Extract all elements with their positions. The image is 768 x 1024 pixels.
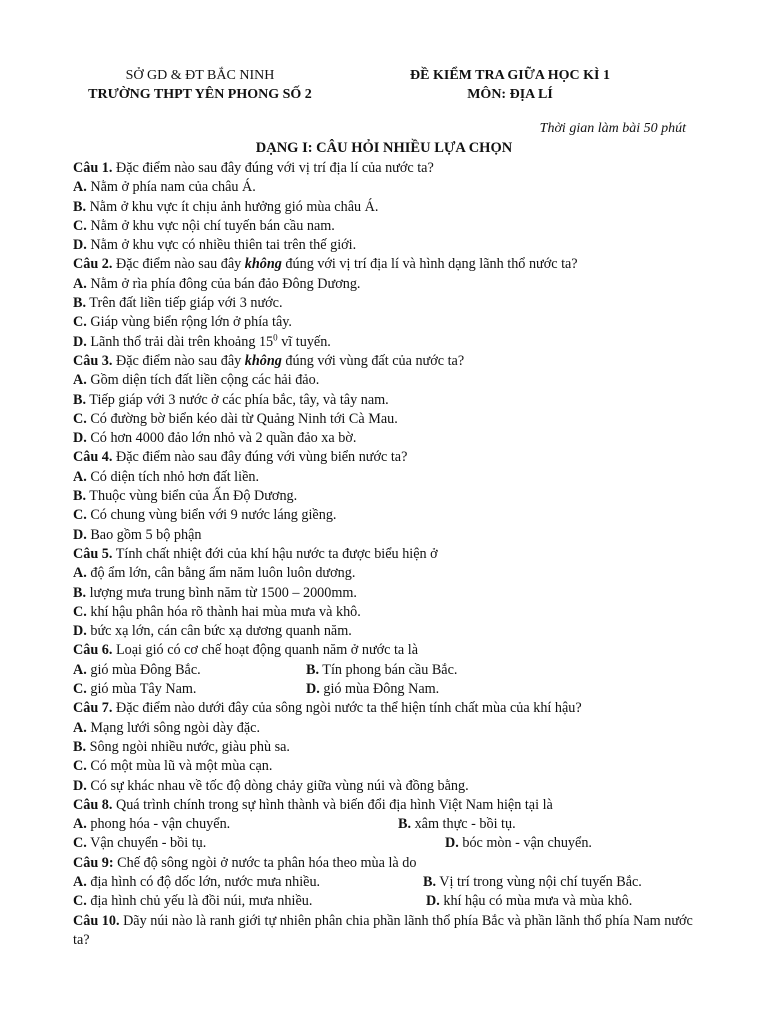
- question-8: [73, 796, 703, 815]
- option-letter: C.: [73, 410, 87, 427]
- option-a: [73, 564, 703, 583]
- option-text: Bao gồm 5 bộ phận: [86, 526, 202, 543]
- option-d: [426, 892, 632, 911]
- option-text: gió mùa Đông Nam.: [319, 681, 440, 698]
- question-text: Dãy núi nào là ranh giới tự nhiên phân chia phần lãnh thổ phía Bắc và phần lãnh thổ phía Nam nước ta?: [73, 912, 693, 948]
- option-letter: D.: [73, 623, 87, 640]
- option-b: [73, 738, 703, 757]
- question-text: Chế độ sông ngòi ở nước ta phân hóa theo mùa là do: [113, 854, 417, 871]
- option-text: bóc mòn - vận chuyển.: [458, 835, 592, 852]
- option-letter: C.: [73, 835, 87, 852]
- option-text: Nằm ở phía nam của châu Á.: [86, 179, 256, 196]
- option-letter: C.: [73, 507, 87, 524]
- option-text: Nằm ở rìa phía đông của bán đảo Đông Dương.: [86, 275, 361, 292]
- option-letter: D.: [73, 333, 87, 350]
- option-text: Thuộc vùng biển của Ấn Độ Dương.: [86, 488, 298, 505]
- option-letter: A.: [73, 565, 87, 582]
- option-row: [73, 680, 703, 699]
- option-letter: A.: [73, 468, 87, 485]
- option-text: phong hóa - vận chuyển.: [86, 816, 231, 833]
- option-row: [73, 661, 703, 680]
- question-4: [73, 448, 703, 467]
- option-letter: B.: [73, 738, 87, 755]
- option-letter: A.: [73, 372, 87, 389]
- option-text: xâm thực - bồi tụ.: [411, 816, 516, 833]
- option-letter: C.: [73, 603, 87, 620]
- option-text: độ ẩm lớn, cân bằng ẩm năm luôn luôn dương.: [86, 565, 356, 582]
- option-b: [73, 391, 703, 410]
- question-text: Đặc điểm nào sau đây đúng với vị trí địa lí của nước ta?: [112, 160, 434, 176]
- question-number: Câu 10.: [73, 912, 120, 929]
- option-b: [73, 487, 703, 506]
- option-d: [445, 834, 592, 853]
- emphasis-word: không: [244, 352, 282, 369]
- option-b: [73, 294, 703, 313]
- option-letter: B.: [73, 391, 87, 408]
- option-letter: D.: [73, 777, 87, 794]
- option-letter: D.: [73, 430, 87, 447]
- questions: [73, 159, 703, 950]
- option-text: Có hơn 4000 đảo lớn nhỏ và 2 quần đảo xa bờ.: [86, 430, 357, 447]
- option-text: khí hậu phân hóa rõ thành hai mùa mưa và khô.: [86, 603, 361, 620]
- option-letter: D.: [306, 681, 320, 698]
- exam-header: [360, 66, 660, 104]
- option-d: [73, 429, 703, 448]
- option-b: [398, 815, 516, 834]
- question-number: Câu 1.: [73, 160, 113, 176]
- option-text: Có diện tích nhỏ hơn đất liền.: [86, 468, 260, 485]
- question-9: [73, 854, 703, 873]
- question-text: Tính chất nhiệt đới của khí hậu nước ta được biểu hiện ở: [112, 545, 438, 562]
- option-letter: B.: [73, 198, 87, 215]
- option-a: [73, 815, 230, 834]
- option-letter: A.: [73, 661, 87, 678]
- option-c: [73, 757, 703, 776]
- option-text: Có một mùa lũ và một mùa cạn.: [86, 758, 273, 775]
- question-6: [73, 641, 703, 660]
- question-3: [73, 352, 703, 371]
- option-b: [306, 661, 457, 680]
- option-a: [73, 178, 703, 197]
- option-letter: B.: [398, 816, 412, 833]
- option-letter: B.: [73, 488, 87, 505]
- option-text: Lãnh thổ trải dài trên khoảng 15: [86, 333, 274, 350]
- school-name: TRƯỜNG THPT YÊN PHONG SỐ 2: [88, 87, 312, 102]
- question-7: [73, 699, 703, 718]
- option-text: Nằm ở khu vực có nhiều thiên tai trên thế giới.: [86, 237, 357, 254]
- option-text: Vị trí trong vùng nội chí tuyến Bắc.: [436, 873, 642, 890]
- option-c: [73, 313, 703, 332]
- question-number: Câu 6.: [73, 642, 113, 659]
- question-number: Câu 5.: [73, 545, 113, 562]
- option-letter: C.: [73, 314, 87, 331]
- option-letter: D.: [426, 893, 440, 910]
- option-d: [73, 236, 703, 255]
- option-text: gió mùa Tây Nam.: [86, 681, 197, 698]
- option-text: Sông ngòi nhiều nước, giàu phù sa.: [86, 738, 290, 755]
- option-row: [73, 892, 703, 911]
- option-letter: C.: [73, 893, 87, 910]
- question-2: [73, 255, 703, 274]
- option-text: Nằm ở khu vực ít chịu ảnh hưởng gió mùa châu Á.: [86, 198, 379, 215]
- option-b: [73, 584, 703, 603]
- option-c: [73, 410, 703, 429]
- option-text: Trên đất liền tiếp giáp với 3 nước.: [86, 295, 283, 312]
- option-letter: B.: [423, 873, 437, 890]
- question-number: Câu 7.: [73, 700, 113, 717]
- option-b: [73, 198, 703, 217]
- option-text: bức xạ lớn, cán cân bức xạ dương quanh năm.: [86, 623, 352, 640]
- option-letter: C.: [73, 217, 87, 234]
- option-text: Tiếp giáp với 3 nước ở các phía bắc, tây, và tây nam.: [86, 391, 389, 408]
- option-letter: A.: [73, 719, 87, 736]
- option-text: vĩ tuyến.: [277, 333, 331, 350]
- option-row: [73, 815, 703, 834]
- question-number: Câu 4.: [73, 449, 113, 466]
- option-c: [73, 603, 703, 622]
- school-header: [60, 66, 340, 104]
- option-text: Tín phong bán cầu Bắc.: [319, 661, 458, 678]
- question-text: đúng với vùng đất của nước ta?: [281, 352, 465, 369]
- question-number: Câu 8.: [73, 796, 113, 813]
- question-number: Câu 9:: [73, 854, 114, 871]
- question-10: [73, 912, 703, 951]
- exam-title: ĐỀ KIỂM TRA GIỮA HỌC KÌ 1: [410, 68, 610, 83]
- question-5: [73, 545, 703, 564]
- option-text: Có sự khác nhau về tốc độ dòng chảy giữa vùng núi và đồng bằng.: [86, 777, 469, 794]
- option-text: khí hậu có mùa mưa và mùa khô.: [439, 893, 633, 910]
- option-c: [73, 680, 196, 699]
- option-row: [73, 834, 703, 853]
- option-letter: B.: [73, 584, 87, 601]
- option-c: [73, 892, 312, 911]
- department-name: SỞ GD & ĐT BẮC NINH: [125, 68, 275, 83]
- question-text: Quá trình chính trong sự hình thành và biến đổi địa hình Việt Nam hiện tại là: [112, 796, 553, 813]
- option-b: [423, 873, 642, 892]
- option-text: địa hình chủ yếu là đồi núi, mưa nhiều.: [86, 893, 313, 910]
- option-c: [73, 834, 206, 853]
- option-text: Mạng lưới sông ngòi dày đặc.: [86, 719, 260, 736]
- emphasis-word: không: [244, 256, 282, 273]
- question-text: đúng với vị trí địa lí và hình dạng lãnh thổ nước ta?: [281, 256, 578, 273]
- option-letter: D.: [445, 835, 459, 852]
- option-a: [73, 371, 703, 390]
- question-text: Loại gió có cơ chế hoạt động quanh năm ở nước ta là: [112, 642, 419, 659]
- subject-name: MÔN: ĐỊA LÍ: [467, 87, 553, 102]
- option-c: [73, 217, 703, 236]
- option-a: [73, 661, 201, 680]
- option-a: [73, 275, 703, 294]
- option-text: lượng mưa trung bình năm từ 1500 – 2000mm.: [86, 584, 357, 601]
- option-a: [73, 468, 703, 487]
- option-d: [73, 622, 703, 641]
- option-letter: A.: [73, 179, 87, 196]
- option-row: [73, 873, 703, 892]
- option-text: Có chung vùng biển với 9 nước láng giềng.: [86, 507, 337, 524]
- option-text: địa hình có độ dốc lớn, nước mưa nhiều.: [86, 873, 321, 890]
- question-number: Câu 3.: [73, 352, 113, 369]
- question-text: Đặc điểm nào sau đây: [112, 256, 245, 273]
- option-letter: D.: [73, 237, 87, 254]
- option-text: Nằm ở khu vực nội chí tuyến bán cầu nam.: [86, 217, 335, 234]
- option-letter: B.: [306, 661, 320, 678]
- option-d: [73, 333, 703, 352]
- question-text: Đặc điểm nào sau đây đúng với vùng biển nước ta?: [112, 449, 408, 466]
- option-text: Vận chuyển - bồi tụ.: [86, 835, 207, 852]
- question-1: [73, 159, 703, 178]
- question-text: Đặc điểm nào dưới đây của sông ngòi nước ta thể hiện tính chất mùa của khí hậu?: [112, 700, 582, 717]
- option-d: [73, 526, 703, 545]
- option-letter: A.: [73, 275, 87, 292]
- option-d: [306, 680, 439, 699]
- question-number: Câu 2.: [73, 256, 113, 273]
- option-text: Giáp vùng biển rộng lớn ở phía tây.: [86, 314, 292, 331]
- option-letter: B.: [73, 295, 87, 312]
- option-letter: C.: [73, 681, 87, 698]
- option-c: [73, 506, 703, 525]
- option-letter: A.: [73, 873, 87, 890]
- option-text: gió mùa Đông Bắc.: [86, 661, 201, 678]
- option-a: [73, 873, 320, 892]
- option-d: [73, 777, 703, 796]
- option-letter: A.: [73, 816, 87, 833]
- time-limit: Thời gian làm bài 50 phút: [539, 121, 686, 136]
- option-letter: D.: [73, 526, 87, 543]
- option-a: [73, 719, 703, 738]
- question-text: Đặc điểm nào sau đây: [112, 352, 245, 369]
- superscript: 0: [273, 331, 278, 342]
- option-letter: C.: [73, 758, 87, 775]
- option-text: Gồm diện tích đất liền cộng các hải đảo.: [86, 372, 320, 389]
- section-title: DẠNG I: CÂU HỎI NHIỀU LỰA CHỌN: [255, 140, 513, 156]
- option-text: Có đường bờ biển kéo dài từ Quảng Ninh tới Cà Mau.: [86, 410, 398, 427]
